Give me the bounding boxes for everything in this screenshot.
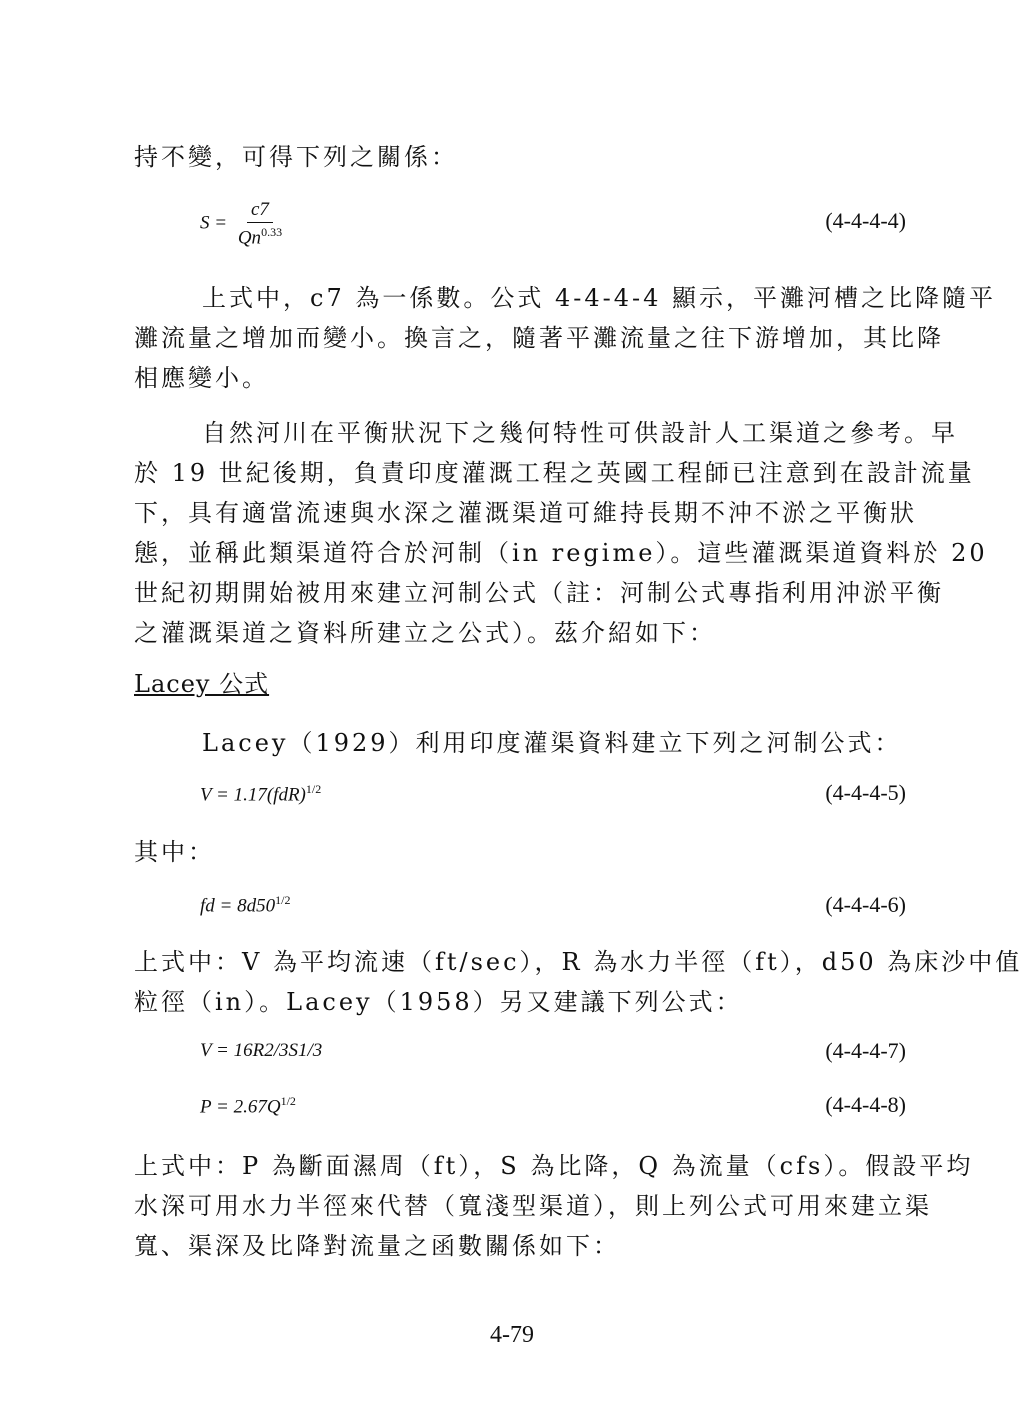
text-line: Lacey（1929）利用印度灌渠資料建立下列之河制公式： xyxy=(202,729,902,757)
text-line: 粒徑（in）。Lacey（1958）另又建議下列公式： xyxy=(134,988,743,1016)
text-line: 上式中：P 為斷面濕周（ft），S 為比降，Q 為流量（cfs）。假設平均 xyxy=(134,1152,974,1180)
eq-sup: 1/2 xyxy=(275,893,291,907)
equation-4-4-4-8 xyxy=(200,1094,296,1118)
eq-fraction xyxy=(238,199,282,249)
equation-number: (4-4-4-8) xyxy=(825,1092,906,1117)
text-line: 自然河川在平衡狀況下之幾何特性可供設計人工渠道之參考。早 xyxy=(202,419,958,447)
eq-body: fd = 8d50 xyxy=(200,895,276,917)
eq-body: P = 2.67Q xyxy=(200,1096,281,1118)
text-line-where: 其中： xyxy=(134,838,215,866)
eq-numerator: c7 xyxy=(247,199,273,223)
eq-sup: 1/2 xyxy=(280,1094,296,1108)
text-line: 態，並稱此類渠道符合於河制（in regime）。這些灌溉渠道資料於 20 xyxy=(134,539,988,567)
equation-number: (4-4-4-7) xyxy=(825,1038,906,1063)
eq-denominator xyxy=(238,223,282,249)
equation-4-4-4-7: V = 16R2/3S1/3 xyxy=(200,1040,323,1061)
equation-4-4-4-6 xyxy=(200,893,290,917)
text-line: 上式中，c7 為一係數。公式 4-4-4-4 顯示，平灘河槽之比降隨平 xyxy=(202,284,997,312)
equation-4-4-4-4 xyxy=(200,199,282,249)
eq-den-sup: 0.33 xyxy=(261,225,283,239)
equation-number: (4-4-4-4) xyxy=(825,208,906,233)
text-line: 之灌溉渠道之資料所建立之公式）。茲介紹如下： xyxy=(134,619,716,647)
text-line: 寬、渠深及比降對流量之函數關係如下： xyxy=(134,1232,620,1260)
eq-body: V = 1.17(fdR) xyxy=(200,784,306,806)
section-heading-lacey: Lacey 公式 xyxy=(134,670,270,698)
eq-den-base: Qn xyxy=(237,227,262,249)
text-line: 上式中：V 為平均流速（ft/sec），R 為水力半徑（ft），d50 為床沙中值 xyxy=(134,948,1023,976)
text-line: 水深可用水力半徑來代替（寬淺型渠道），則上列公式可用來建立渠 xyxy=(134,1192,932,1220)
text-line: 相應變小。 xyxy=(134,364,269,392)
text-line: 世紀初期開始被用來建立河制公式（註：河制公式專指利用沖淤平衡 xyxy=(134,579,944,607)
text-line: 於 19 世紀後期，負責印度灌溉工程之英國工程師已注意到在設計流量 xyxy=(134,459,975,487)
text-line-intro: 持不變，可得下列之關係： xyxy=(134,143,458,171)
eq-lhs: S = xyxy=(200,212,228,234)
eq-sup: 1/2 xyxy=(305,782,322,796)
page-number: 4-79 xyxy=(490,1322,534,1348)
equation-4-4-4-5 xyxy=(200,782,321,806)
equation-number: (4-4-4-6) xyxy=(825,892,906,917)
text-line: 下，具有適當流速與水深之灌溉渠道可維持長期不沖不淤之平衡狀 xyxy=(134,499,917,527)
text-line: 灘流量之增加而變小。換言之，隨著平灘流量之往下游增加，其比降 xyxy=(134,324,944,352)
equation-number: (4-4-4-5) xyxy=(825,780,906,805)
